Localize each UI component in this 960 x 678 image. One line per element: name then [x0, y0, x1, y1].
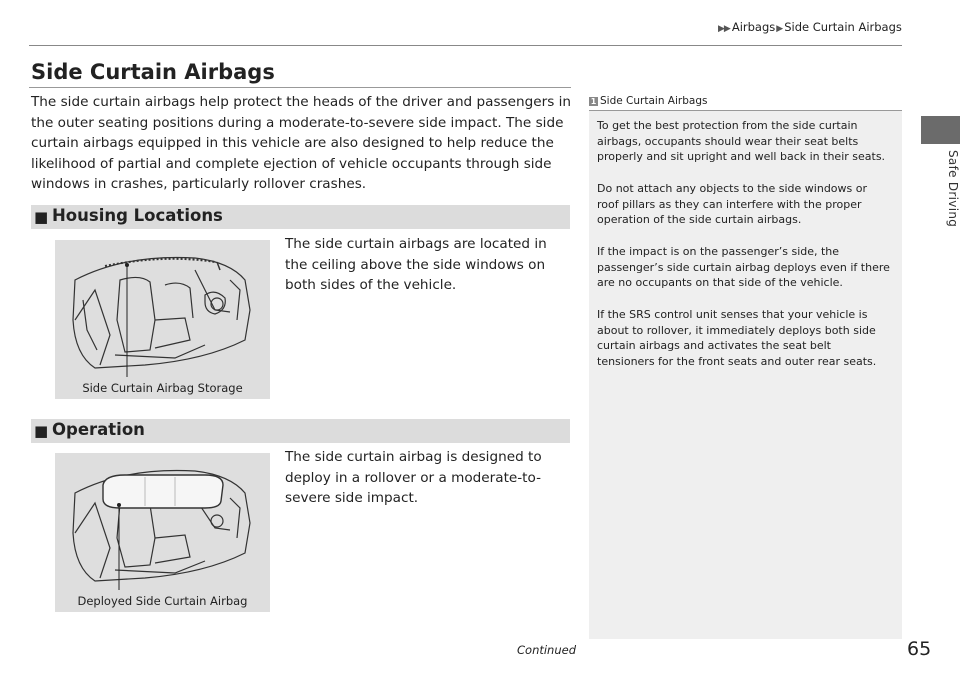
section-body-housing: The side curtain airbags are located in the ceiling above the side windows on both sides of the vehicle.	[285, 236, 547, 293]
page-title: Side Curtain Airbags	[31, 60, 275, 84]
sidebar-paragraph: To get the best protection from the side curtain airbags, occupants should wear their seat belts properly and sit upright and well back in their seats.	[597, 119, 886, 163]
figure-airbag-storage	[55, 240, 270, 399]
chapter-tab-marker	[921, 116, 960, 144]
sidebar-paragraph: If the SRS control unit senses that your vehicle is about to rollover, it immediately deploys both side curtain airbags and activates the seat belt tensioners for the front seats and outer rear seats.	[597, 308, 877, 368]
sidebar-paragraph: If the impact is on the passenger’s side, the passenger’s side curtain airbag deploys even if there are no occupants on that side of the vehicle.	[597, 245, 890, 289]
header-rule	[29, 45, 902, 46]
car-deployed-airbag-illustration	[55, 453, 270, 612]
section-body-operation: The side curtain airbag is designed to deploy in a rollover or a moderate-to-severe side impact.	[285, 449, 542, 506]
section-heading: Operation	[52, 420, 145, 439]
section-header-operation	[31, 419, 570, 443]
title-rule	[29, 87, 571, 88]
reference-number-icon: 1	[590, 97, 597, 106]
breadcrumb-part2[interactable]: Side Curtain Airbags	[784, 20, 902, 34]
section-header-housing	[31, 205, 570, 229]
continued-label: Continued	[517, 643, 577, 657]
section-heading: Housing Locations	[52, 206, 223, 225]
sidebar-title: Side Curtain Airbags	[600, 95, 708, 107]
sidebar-paragraph: Do not attach any objects to the side windows or roof pillars as they can interfere with the proper operation of the side curtain airbags.	[597, 182, 868, 226]
figure-airbag-deployed	[55, 453, 270, 612]
page-number: 65	[907, 638, 932, 660]
sidebar-note	[589, 94, 902, 639]
breadcrumb-part1[interactable]: Airbags	[731, 20, 776, 34]
double-arrow-icon: ▶▶	[718, 24, 730, 34]
intro-paragraph: The side curtain airbags help protect the heads of the driver and passengers in the outer seating positions during a moderate-to-severe side impact. The side curtain airbags equipped in this vehicle are also designed to help reduce the likelihood of partial and complete ejection of vehicle occupants through side windows in crashes, particularly rollover crashes.	[31, 94, 571, 192]
chapter-tab-label[interactable]: Safe Driving	[946, 150, 960, 228]
figure-caption: Side Curtain Airbag Storage	[82, 381, 243, 395]
figure-caption: Deployed Side Curtain Airbag	[77, 594, 248, 608]
arrow-icon: ▶	[776, 24, 783, 34]
sidebar-header	[589, 94, 902, 111]
car-interior-illustration	[55, 240, 270, 399]
square-bullet-icon: ■	[34, 208, 49, 226]
breadcrumb	[718, 20, 902, 34]
square-bullet-icon: ■	[34, 422, 49, 440]
